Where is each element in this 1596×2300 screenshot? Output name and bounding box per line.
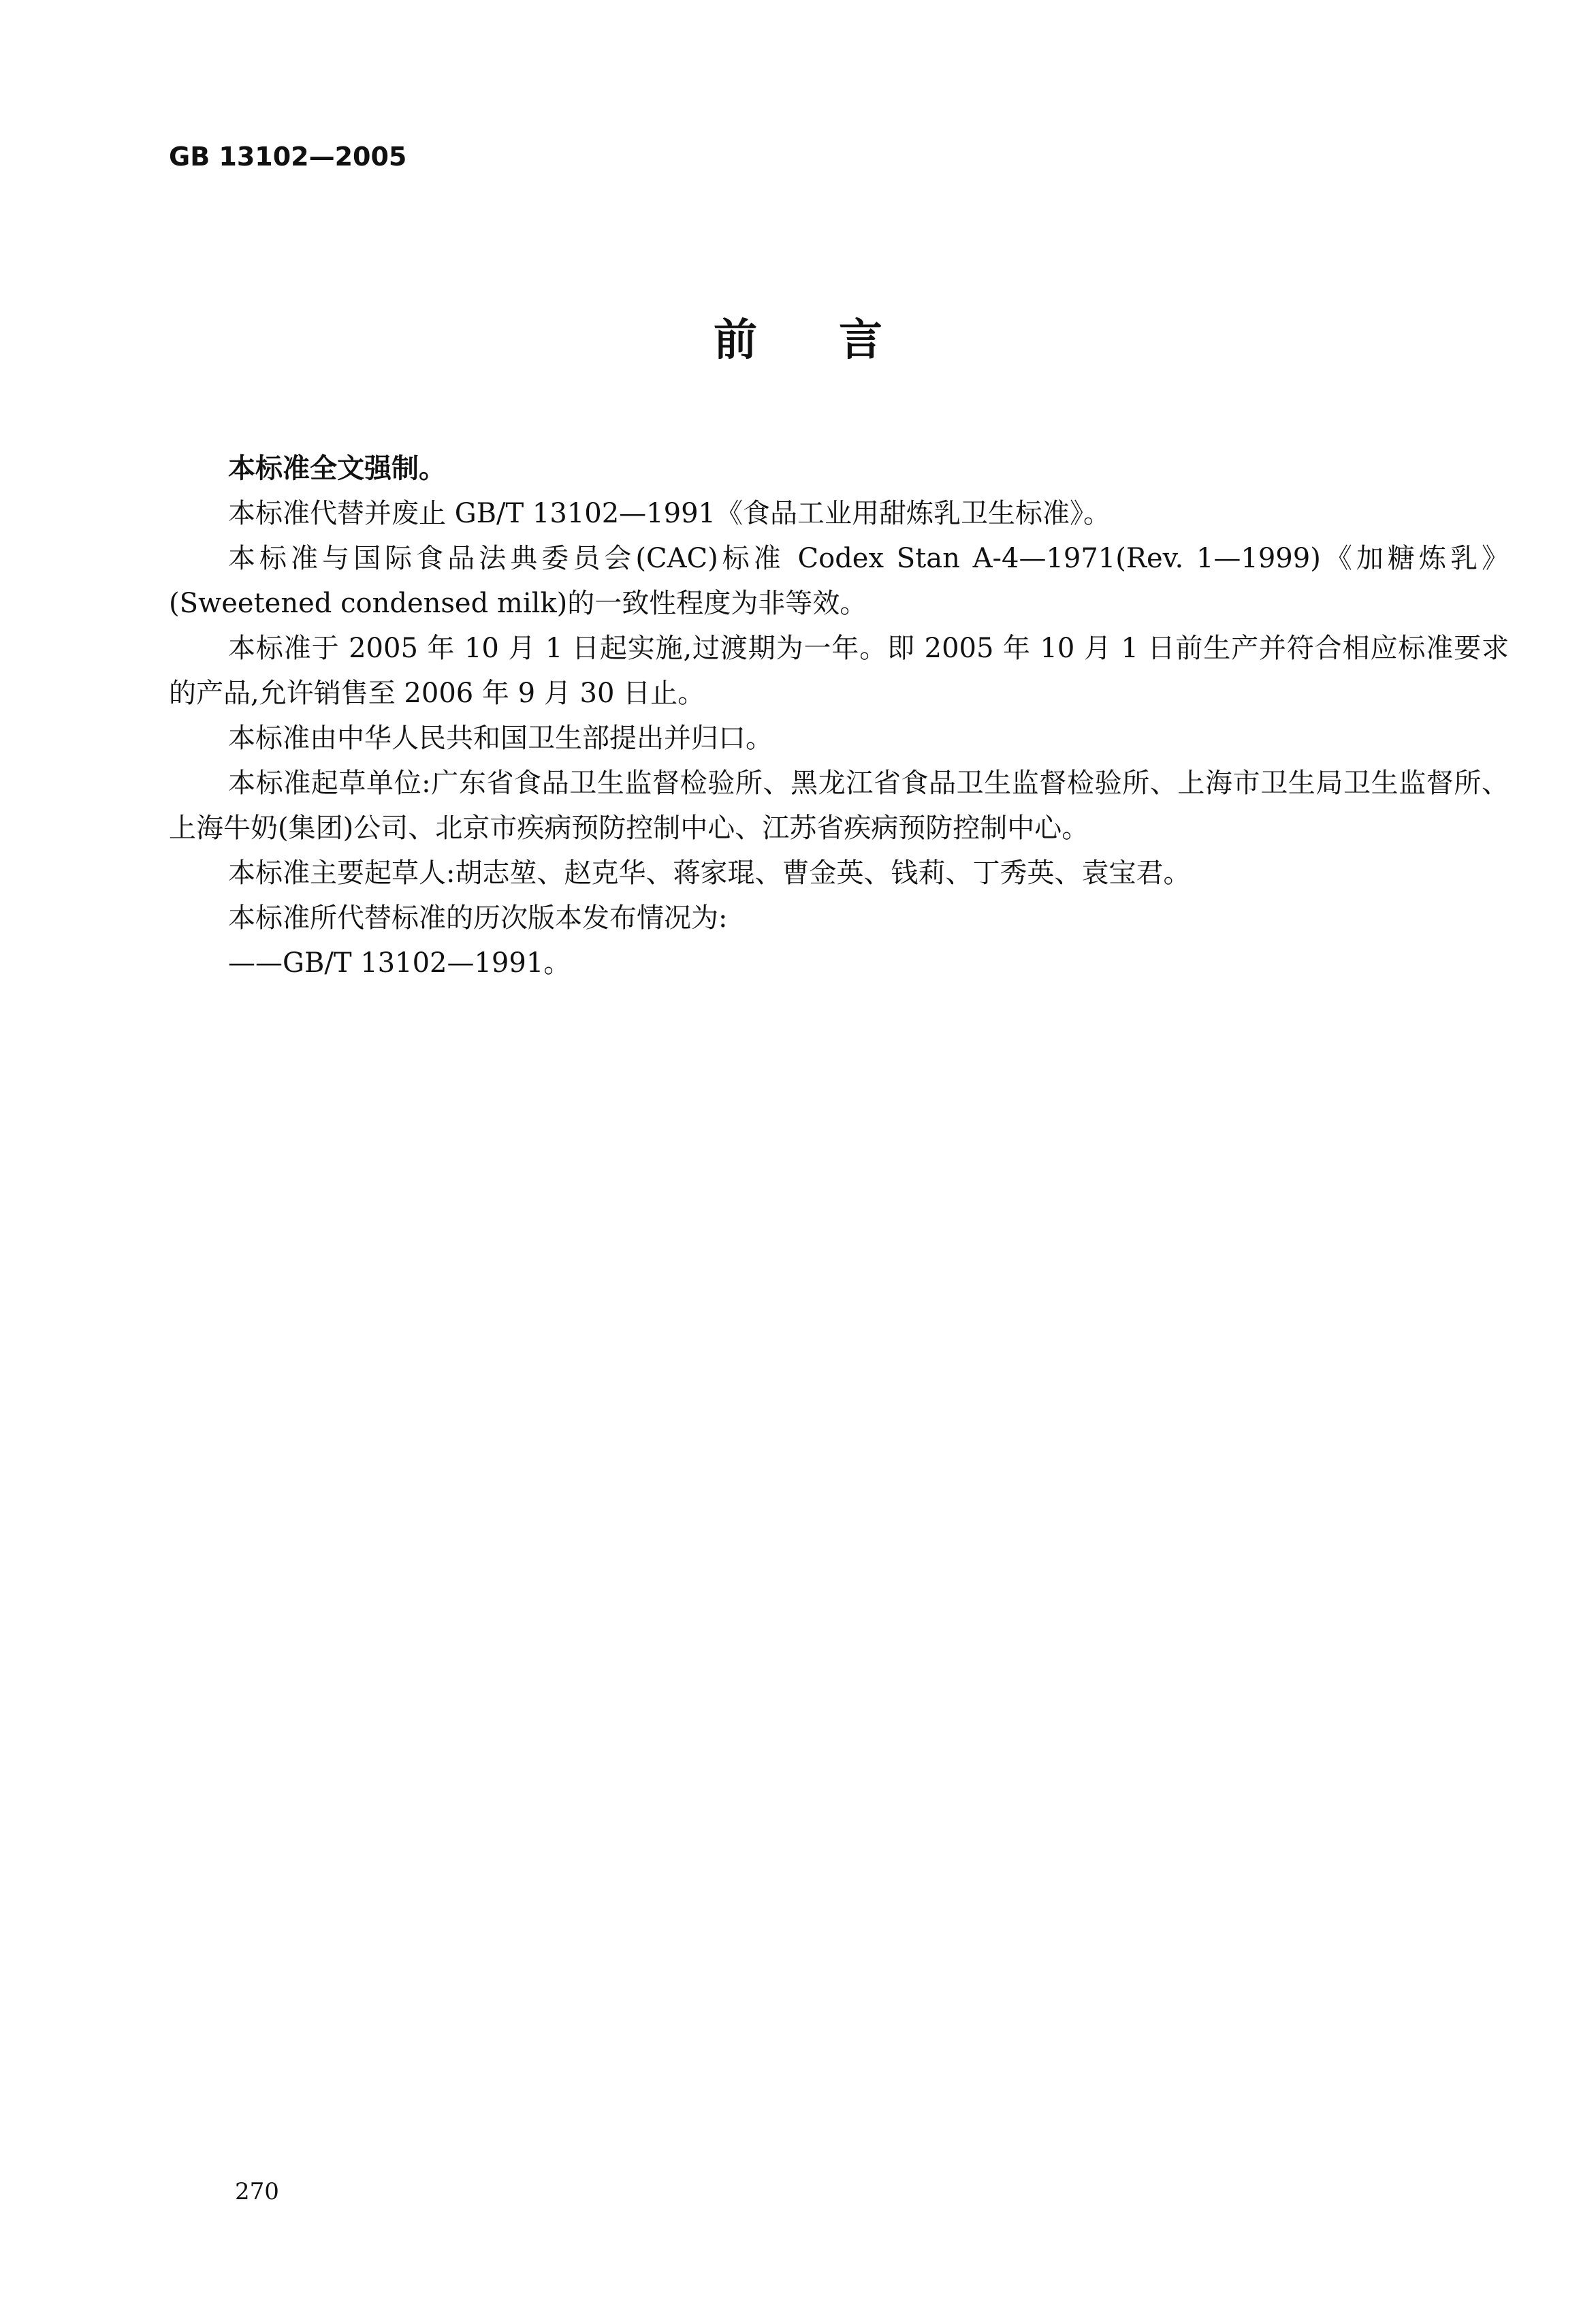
paragraph-replacement: 本标准代替并废止 GB/T 13102—1991《食品工业用甜炼乳卫生标准》。 bbox=[228, 498, 1111, 529]
paragraph-proposer: 本标准由中华人民共和国卫生部提出并归口。 bbox=[228, 723, 773, 754]
standard-code: GB 13102—2005 bbox=[169, 142, 407, 172]
history-list-item: ——GB/T 13102—1991。 bbox=[228, 947, 571, 979]
paragraph-mandatory: 本标准全文强制。 bbox=[228, 453, 446, 484]
page-number: 270 bbox=[235, 2178, 279, 2205]
paragraph-implementation: 本标准于 2005 年 10 月 1 日起实施,过渡期为一年。即 2005 年 10 月 1 日前生产并符合相应标准要求的产品,允许销售至 2006 年 9 月 30 日止。 bbox=[169, 633, 1509, 709]
paragraph-drafting-units: 本标准起草单位:广东省食品卫生监督检验所、黑龙江省食品卫生监督检验所、上海市卫生局卫生监督所、上海牛奶(集团)公司、北京市疾病预防控制中心、江苏省疾病预防控制中心。 bbox=[169, 768, 1509, 844]
paragraph-consistency: 本标准与国际食品法典委员会(CAC)标准 Codex Stan A-4—1971(Rev. 1—1999)《加糖炼乳》(Sweetened condensed milk)的一致性程度为非等效。 bbox=[169, 543, 1509, 619]
page-title: 前言 bbox=[714, 315, 964, 366]
paragraph-version-history: 本标准所代替标准的历次版本发布情况为: bbox=[228, 902, 728, 934]
foreword-body bbox=[169, 446, 1509, 986]
paragraph-drafters: 本标准主要起草人:胡志堃、赵克华、蒋家琨、曹金英、钱莉、丁秀英、袁宝君。 bbox=[228, 857, 1191, 889]
